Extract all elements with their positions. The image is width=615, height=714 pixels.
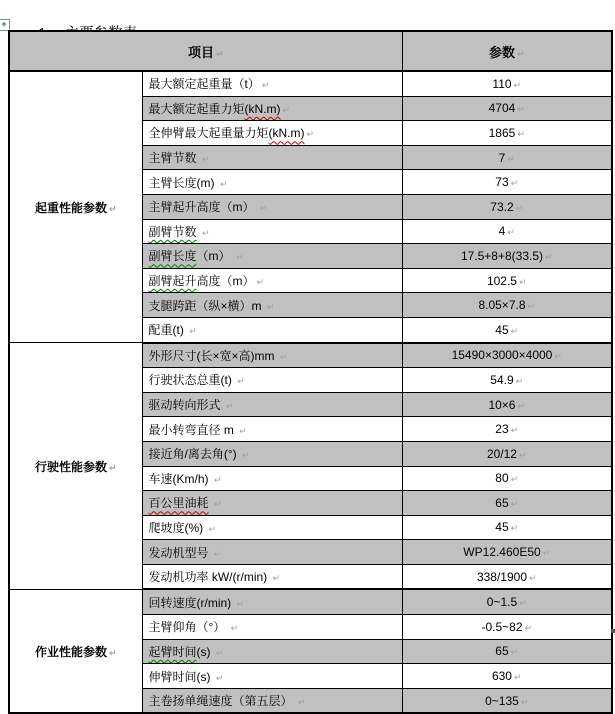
value-cell [402,317,612,342]
group-label-cell [9,589,142,713]
paragraph-mark: ↵ [510,474,519,485]
paragraph-mark: ↵ [518,449,527,460]
value-text: 45 [495,322,509,337]
value-cell [402,96,612,121]
item-cell [142,145,402,170]
group-label-cell [9,343,142,590]
header-cell-value [402,31,612,71]
value-cell [402,664,612,689]
value-cell [402,688,612,713]
value-text: 45 [495,520,509,535]
item-cell [142,293,402,318]
item-text-red-squiggle: 百公里油耗 [148,496,209,511]
value-text: 110 [492,76,512,91]
value-cell [402,71,612,96]
item-text: 最小转弯直径 m [148,422,238,437]
item-cell [142,491,402,516]
value-cell [402,343,612,368]
paragraph-mark: ↵ [510,647,519,658]
value-cell [402,540,612,565]
item-cell [142,219,402,244]
value-text: 1865 [488,125,516,140]
value-text: 15490×3000×4000 [451,348,553,363]
item-text: 配重(t) [148,323,188,338]
paragraph-mark: ↵ [515,375,524,386]
paragraph-mark: ↵ [108,647,117,658]
item-cell [142,615,402,640]
value-text: 54.9 [490,372,514,387]
paragraph-mark: ↵ [201,227,210,238]
item-text: 主臂起升高度（m） [148,200,258,215]
item-text-green-squiggle: 副臂节数 [148,224,197,239]
value-cell [402,564,612,589]
paragraph-mark: ↵ [256,277,265,288]
item-text: 最大额定起重力矩 [148,101,245,116]
item-text-green-squiggle: 副臂起升 [148,274,197,289]
paragraph-mark: ↵ [215,647,224,658]
table-row [9,71,612,96]
item-cell [142,564,402,589]
item-text-red-squiggle: (kN.m) [244,101,281,116]
paragraph-mark: ↵ [213,548,222,559]
item-text: 车速(Km/h) [148,471,212,486]
value-cell [402,491,612,516]
value-text: WP12.460E50 [463,545,541,560]
item-cell [142,515,402,540]
header-item-label: 项目 [187,44,214,60]
item-cell [142,71,402,96]
value-text: 80 [495,471,509,486]
value-cell [402,121,612,146]
item-text: 主臂长度(m) [148,175,218,190]
paragraph-mark: ↵ [225,401,234,412]
item-text: 回转速度(r/min) [148,595,235,610]
group-label: 作业性能参数 [34,644,107,659]
paragraph-mark: ↵ [241,450,250,461]
item-text: 行驶状态总重(t) [148,373,236,388]
item-cell [142,639,402,664]
value-text: 23 [495,422,509,437]
paragraph-mark: ↵ [517,104,525,115]
paragraph-mark: ↵ [510,178,519,189]
paragraph-mark: ↵ [213,499,222,510]
item-cell [142,317,402,342]
paragraph-mark: ↵ [518,276,527,287]
header-row [9,31,612,71]
item-cell [142,688,402,713]
header-cell-item [9,31,402,71]
item-text-red-squiggle: (kN.m) [268,126,305,141]
paragraph-mark: ↵ [261,80,270,91]
table-row [9,589,612,614]
table-resize-handle[interactable] [611,629,615,633]
group-label-cell [9,71,142,343]
item-text: 主臂节数 [148,151,200,166]
main-parameters-table [8,30,613,714]
paragraph-mark: ↵ [279,351,288,362]
item-text [197,225,200,239]
value-text: 8.05×7.8 [478,298,526,313]
value-text: 17.5+8+8(33.5) [460,248,544,263]
value-cell [402,293,612,318]
item-cell [142,96,402,121]
item-cell [142,244,402,269]
paragraph-mark: ↵ [542,548,551,559]
group-label: 起重性能参数 [34,200,107,215]
group-label: 行驶性能参数 [34,459,107,474]
value-cell [402,417,612,442]
item-cell [142,466,402,491]
value-cell [402,515,612,540]
item-cell [142,540,402,565]
paragraph-mark: ↵ [108,203,117,214]
paragraph-mark: ↵ [213,474,222,485]
paragraph-mark: ↵ [507,153,515,164]
paragraph-mark: ↵ [529,572,537,583]
value-text: 20/12 [486,446,517,461]
value-cell [402,219,612,244]
paragraph-mark: ↵ [517,400,526,411]
paragraph-mark: ↵ [545,251,553,262]
value-cell [402,392,612,417]
header-value-label: 参数 [488,44,515,60]
item-text-green-squiggle: 起臂时间 [148,644,197,659]
paragraph-mark: ↵ [108,462,117,473]
item-cell [142,121,402,146]
paragraph-mark: ↵ [201,154,210,165]
paragraph-mark: ↵ [519,598,527,609]
paragraph-mark: ↵ [297,697,306,708]
value-text: 0~135 [485,693,519,708]
item-text: 外形尺寸(长×宽×高)mm [148,348,278,363]
paragraph-mark: ↵ [215,672,224,683]
paragraph-mark: ↵ [208,523,217,534]
item-text: 伸臂时间(s) [148,669,214,684]
item-text: 爬坡度(%) [148,520,207,535]
item-text: 支腿跨距（纵×横）m [148,298,265,313]
value-cell [402,589,612,614]
table-row [9,343,612,368]
item-text: 接近角/离去角(°) [148,447,240,462]
paragraph-mark: ↵ [266,301,275,312]
value-text: 4 [498,224,506,239]
value-text: -0.5~82 [481,619,523,634]
paragraph-mark: ↵ [520,696,529,707]
paragraph-mark: ↵ [527,301,536,312]
paragraph-mark: ↵ [236,598,245,609]
item-cell [142,417,402,442]
value-cell [402,268,612,293]
value-cell [402,194,612,219]
item-text: 主卷扬单绳速度（第五层） [148,694,296,709]
value-text: 65 [495,495,509,510]
paragraph-mark: ↵ [513,79,522,90]
item-cell [142,170,402,195]
item-cell [142,664,402,689]
paragraph-mark: ↵ [510,523,519,534]
paragraph-mark: ↵ [510,425,519,436]
paragraph-mark: ↵ [515,202,524,213]
value-text: 10×6 [488,397,516,412]
item-cell [142,343,402,368]
item-text: 主臂仰角（°） [148,620,229,635]
item-text: 驱动转向形式 [148,398,224,413]
item-cell [142,368,402,393]
item-text: 最大额定起重量（t） [148,77,260,92]
paragraph-mark: ↵ [189,326,197,337]
paragraph-mark: ↵ [235,252,244,263]
value-text: 0~1.5 [486,595,518,610]
item-text: 发动机型号 [148,545,212,560]
value-cell [402,615,612,640]
item-text: 发动机功率 kW/(r/min) [148,570,271,585]
paragraph-mark: ↵ [510,498,519,509]
value-cell [402,441,612,466]
paragraph-mark: ↵ [554,351,562,362]
value-text: 7 [498,150,506,165]
item-text-green-squiggle: 副臂长度 [148,249,197,264]
paragraph-mark: ↵ [516,48,525,59]
paragraph-mark: ↵ [259,203,268,214]
paragraph-mark: ↵ [282,104,291,115]
item-text: (s) [196,644,214,659]
value-text: 338/1900 [476,569,527,584]
paragraph-mark: ↵ [507,227,515,238]
paragraph-mark: ↵ [510,325,519,336]
item-text: 全伸臂最大起重量力矩 [148,126,269,141]
paragraph-mark: ↵ [237,376,245,387]
value-cell [402,244,612,269]
value-text: 65 [495,644,509,659]
table-anchor-icon[interactable]: + [0,19,10,31]
value-text: 73.2 [490,199,514,214]
value-cell [402,368,612,393]
paragraph-mark: ↵ [513,672,522,683]
paragraph-mark: ↵ [306,129,315,140]
paragraph-mark: ↵ [215,48,224,59]
paragraph-mark: ↵ [239,425,247,436]
item-cell [142,268,402,293]
value-text: 630 [491,669,512,684]
paragraph-mark: ↵ [230,623,239,634]
item-text: （m） [196,249,234,264]
parameters-table-body [9,71,612,713]
item-cell [142,441,402,466]
value-text: 4704 [488,101,516,116]
item-cell [142,194,402,219]
paragraph-mark: ↵ [272,573,281,584]
value-cell [402,639,612,664]
item-cell [142,589,402,614]
paragraph-mark: ↵ [219,178,228,189]
value-cell [402,145,612,170]
paragraph-mark: ↵ [517,128,525,139]
value-text: 102.5 [486,273,517,288]
item-cell [142,392,402,417]
item-text: 高度（m） [196,274,255,289]
item-text [209,496,212,510]
value-cell [402,466,612,491]
paragraph-mark: ↵ [524,622,533,633]
value-text: 73 [495,175,509,190]
value-cell [402,170,612,195]
